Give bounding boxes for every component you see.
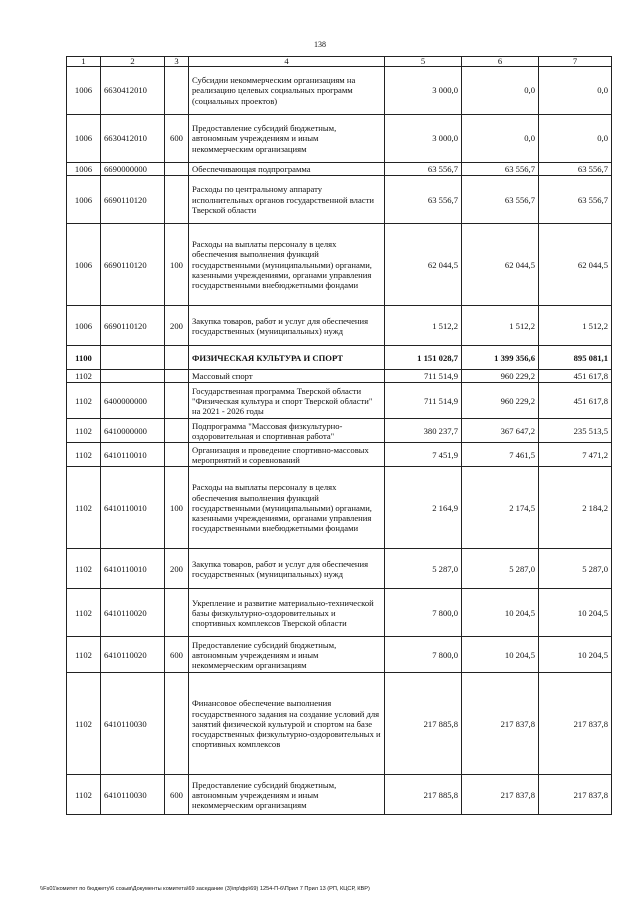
cell-amount-2: 10 204,5 bbox=[462, 589, 539, 637]
cell-target-code: 6400000000 bbox=[101, 383, 165, 419]
table-row bbox=[67, 115, 612, 163]
budget-table bbox=[66, 56, 612, 815]
cell-amount-3: 10 204,5 bbox=[539, 637, 612, 673]
cell-amount-1: 1 151 028,7 bbox=[385, 346, 462, 370]
cell-amount-3: 451 617,8 bbox=[539, 370, 612, 383]
column-header: 2 bbox=[101, 57, 165, 67]
cell-expense-type bbox=[165, 163, 189, 176]
cell-name: Массовый спорт bbox=[189, 370, 385, 383]
cell-amount-3: 217 837,8 bbox=[539, 775, 612, 815]
cell-amount-1: 1 512,2 bbox=[385, 306, 462, 346]
cell-expense-type bbox=[165, 176, 189, 224]
cell-expense-type bbox=[165, 370, 189, 383]
cell-amount-3: 895 081,1 bbox=[539, 346, 612, 370]
table-row bbox=[67, 637, 612, 673]
cell-amount-3: 2 184,2 bbox=[539, 467, 612, 549]
cell-amount-2: 960 229,2 bbox=[462, 370, 539, 383]
cell-name: Предоставление субсидий бюджетным, автономным учреждениям и иным некоммерческим организациям bbox=[189, 115, 385, 163]
cell-amount-1: 63 556,7 bbox=[385, 176, 462, 224]
cell-section: 1006 bbox=[67, 115, 101, 163]
cell-expense-type bbox=[165, 589, 189, 637]
cell-amount-1: 7 800,0 bbox=[385, 637, 462, 673]
column-number-row bbox=[67, 57, 612, 67]
cell-target-code: 6630412010 bbox=[101, 67, 165, 115]
cell-name: Расходы на выплаты персоналу в целях обеспечения выполнения функций государственными (муниципальными) органами, казенными учреждениями, органами управления государственными внебюджетными фондами bbox=[189, 467, 385, 549]
cell-target-code: 6690000000 bbox=[101, 163, 165, 176]
cell-amount-2: 7 461,5 bbox=[462, 443, 539, 467]
cell-target-code: 6690110120 bbox=[101, 176, 165, 224]
cell-amount-1: 3 000,0 bbox=[385, 67, 462, 115]
cell-amount-1: 3 000,0 bbox=[385, 115, 462, 163]
cell-amount-2: 2 174,5 bbox=[462, 467, 539, 549]
cell-amount-3: 7 471,2 bbox=[539, 443, 612, 467]
column-header: 5 bbox=[385, 57, 462, 67]
cell-amount-1: 7 800,0 bbox=[385, 589, 462, 637]
cell-amount-2: 5 287,0 bbox=[462, 549, 539, 589]
cell-target-code: 6690110120 bbox=[101, 306, 165, 346]
cell-name: Укрепление и развитие материально-технической базы физкультурно-оздоровительных и спортивных комплексов Тверской области bbox=[189, 589, 385, 637]
cell-name: ФИЗИЧЕСКАЯ КУЛЬТУРА И СПОРТ bbox=[189, 346, 385, 370]
cell-amount-3: 235 513,5 bbox=[539, 419, 612, 443]
cell-section: 1102 bbox=[67, 467, 101, 549]
cell-amount-2: 367 647,2 bbox=[462, 419, 539, 443]
cell-amount-2: 0,0 bbox=[462, 67, 539, 115]
cell-expense-type: 200 bbox=[165, 549, 189, 589]
table-row bbox=[67, 370, 612, 383]
cell-expense-type: 200 bbox=[165, 306, 189, 346]
cell-amount-3: 451 617,8 bbox=[539, 383, 612, 419]
cell-amount-3: 10 204,5 bbox=[539, 589, 612, 637]
cell-amount-2: 960 229,2 bbox=[462, 383, 539, 419]
table-row bbox=[67, 419, 612, 443]
cell-expense-type bbox=[165, 443, 189, 467]
column-header: 6 bbox=[462, 57, 539, 67]
cell-name: Субсидии некоммерческим организациям на реализацию целевых социальных программ (социальных проектов) bbox=[189, 67, 385, 115]
cell-section: 1006 bbox=[67, 67, 101, 115]
cell-expense-type: 600 bbox=[165, 775, 189, 815]
cell-amount-1: 63 556,7 bbox=[385, 163, 462, 176]
cell-amount-1: 217 885,8 bbox=[385, 775, 462, 815]
cell-target-code: 6410110010 bbox=[101, 443, 165, 467]
table-row bbox=[67, 67, 612, 115]
table-row bbox=[67, 163, 612, 176]
cell-target-code: 6410110010 bbox=[101, 467, 165, 549]
cell-section: 1102 bbox=[67, 589, 101, 637]
cell-target-code bbox=[101, 370, 165, 383]
table-row bbox=[67, 589, 612, 637]
table-row bbox=[67, 443, 612, 467]
cell-amount-3: 1 512,2 bbox=[539, 306, 612, 346]
cell-section: 1102 bbox=[67, 775, 101, 815]
cell-amount-2: 0,0 bbox=[462, 115, 539, 163]
cell-amount-3: 0,0 bbox=[539, 115, 612, 163]
table-row bbox=[67, 306, 612, 346]
column-header: 1 bbox=[67, 57, 101, 67]
cell-target-code: 6410110020 bbox=[101, 637, 165, 673]
cell-amount-2: 63 556,7 bbox=[462, 176, 539, 224]
cell-amount-2: 1 399 356,6 bbox=[462, 346, 539, 370]
cell-amount-2: 63 556,7 bbox=[462, 163, 539, 176]
cell-name: Обеспечивающая подпрограмма bbox=[189, 163, 385, 176]
cell-expense-type bbox=[165, 346, 189, 370]
column-header: 3 bbox=[165, 57, 189, 67]
cell-section: 1102 bbox=[67, 673, 101, 775]
cell-amount-2: 10 204,5 bbox=[462, 637, 539, 673]
cell-section: 1006 bbox=[67, 224, 101, 306]
cell-expense-type bbox=[165, 383, 189, 419]
cell-name: Предоставление субсидий бюджетным, автономным учреждениям и иным некоммерческим организациям bbox=[189, 637, 385, 673]
cell-target-code: 6630412010 bbox=[101, 115, 165, 163]
cell-amount-3: 217 837,8 bbox=[539, 673, 612, 775]
table-row bbox=[67, 549, 612, 589]
cell-amount-2: 1 512,2 bbox=[462, 306, 539, 346]
cell-amount-3: 0,0 bbox=[539, 67, 612, 115]
table-row bbox=[67, 176, 612, 224]
page-number: 138 bbox=[314, 40, 326, 49]
cell-target-code: 6410000000 bbox=[101, 419, 165, 443]
cell-amount-3: 63 556,7 bbox=[539, 176, 612, 224]
cell-amount-1: 711 514,9 bbox=[385, 383, 462, 419]
cell-section: 1102 bbox=[67, 419, 101, 443]
cell-name: Государственная программа Тверской области "Физическая культура и спорт Тверской области" на 2021 - 2026 годы bbox=[189, 383, 385, 419]
cell-target-code: 6410110020 bbox=[101, 589, 165, 637]
cell-section: 1102 bbox=[67, 443, 101, 467]
cell-target-code: 6410110030 bbox=[101, 775, 165, 815]
cell-amount-3: 5 287,0 bbox=[539, 549, 612, 589]
cell-name: Подпрограмма "Массовая физкультурно-оздоровительная и спортивная работа" bbox=[189, 419, 385, 443]
cell-section: 1102 bbox=[67, 549, 101, 589]
cell-amount-2: 217 837,8 bbox=[462, 775, 539, 815]
cell-expense-type bbox=[165, 67, 189, 115]
cell-name: Финансовое обеспечение выполнения государственного задания на создание условий для занятий физической культурой и спортом на базе государственных физкультурно-оздоровительных и спортивных комплексов bbox=[189, 673, 385, 775]
cell-section: 1102 bbox=[67, 383, 101, 419]
table-body bbox=[67, 67, 612, 815]
cell-amount-1: 7 451,9 bbox=[385, 443, 462, 467]
table-row bbox=[67, 467, 612, 549]
cell-section: 1102 bbox=[67, 637, 101, 673]
cell-amount-1: 217 885,8 bbox=[385, 673, 462, 775]
cell-expense-type: 100 bbox=[165, 467, 189, 549]
table-row bbox=[67, 775, 612, 815]
cell-amount-1: 380 237,7 bbox=[385, 419, 462, 443]
cell-name: Предоставление субсидий бюджетным, автономным учреждениям и иным некоммерческим организациям bbox=[189, 775, 385, 815]
cell-section: 1006 bbox=[67, 176, 101, 224]
cell-expense-type bbox=[165, 673, 189, 775]
cell-target-code: 6410110010 bbox=[101, 549, 165, 589]
cell-amount-1: 711 514,9 bbox=[385, 370, 462, 383]
cell-amount-2: 62 044,5 bbox=[462, 224, 539, 306]
cell-name: Закупка товаров, работ и услуг для обеспечения государственных (муниципальных) нужд bbox=[189, 549, 385, 589]
cell-target-code: 6690110120 bbox=[101, 224, 165, 306]
cell-target-code bbox=[101, 346, 165, 370]
cell-target-code: 6410110030 bbox=[101, 673, 165, 775]
cell-section: 1006 bbox=[67, 306, 101, 346]
cell-section: 1102 bbox=[67, 370, 101, 383]
table-row bbox=[67, 383, 612, 419]
cell-section: 1100 bbox=[67, 346, 101, 370]
cell-expense-type bbox=[165, 419, 189, 443]
cell-amount-1: 62 044,5 bbox=[385, 224, 462, 306]
table-row bbox=[67, 346, 612, 370]
cell-amount-2: 217 837,8 bbox=[462, 673, 539, 775]
cell-name: Расходы на выплаты персоналу в целях обеспечения выполнения функций государственными (муниципальными) органами, казенными учреждениями, органами управления государственными внебюджетными фондами bbox=[189, 224, 385, 306]
cell-amount-3: 62 044,5 bbox=[539, 224, 612, 306]
cell-section: 1006 bbox=[67, 163, 101, 176]
cell-name: Закупка товаров, работ и услуг для обеспечения государственных (муниципальных) нужд bbox=[189, 306, 385, 346]
column-header: 4 bbox=[189, 57, 385, 67]
column-header: 7 bbox=[539, 57, 612, 67]
cell-expense-type: 100 bbox=[165, 224, 189, 306]
table-row bbox=[67, 224, 612, 306]
cell-amount-1: 5 287,0 bbox=[385, 549, 462, 589]
cell-name: Организация и проведение спортивно-массовых мероприятий и соревнований bbox=[189, 443, 385, 467]
footer-file-path: \\Fs01\комитет по бюджету\6 созыв\Документы комитета\69 заседание (3)\пр\фр\69) 1254-П-6\Прил 7 Прил 13 (РП, КЦСР, КВР) bbox=[40, 886, 370, 892]
cell-amount-1: 2 164,9 bbox=[385, 467, 462, 549]
cell-expense-type: 600 bbox=[165, 115, 189, 163]
cell-name: Расходы по центральному аппарату исполнительных органов государственной власти Тверской области bbox=[189, 176, 385, 224]
table-row bbox=[67, 673, 612, 775]
cell-amount-3: 63 556,7 bbox=[539, 163, 612, 176]
cell-expense-type: 600 bbox=[165, 637, 189, 673]
